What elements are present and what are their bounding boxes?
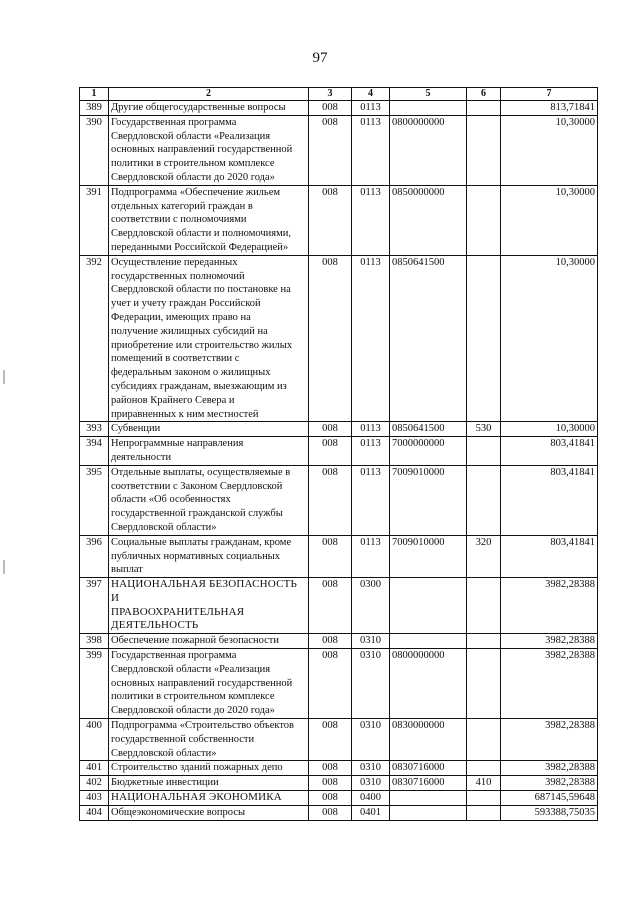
row-name: Осуществление переданных государственных полномочий Свердловской области по постановке на учет и учету граждан Российской Федерации, имеющих право на получение жилищных субсидий на приобретение или строительство жилых помещений в соответствии с федеральным законом о жилищных субсидиях гражданам, выезжающим из районов Крайнего Севера и приравненных к ним местностей	[109, 255, 309, 422]
row-code-3: 008	[309, 185, 352, 255]
row-name: Бюджетные инвестиции	[109, 776, 309, 791]
row-code-3: 008	[309, 634, 352, 649]
row-number: 393	[80, 422, 109, 437]
row-target-code: 0850641500	[390, 422, 467, 437]
row-amount: 3982,28388	[501, 719, 598, 761]
row-number: 397	[80, 578, 109, 634]
row-section-code: 0300	[352, 578, 390, 634]
header-col-6: 6	[467, 88, 501, 101]
row-target-code	[390, 578, 467, 634]
row-code-3: 008	[309, 115, 352, 185]
page-number: 97	[312, 50, 328, 66]
row-number: 402	[80, 776, 109, 791]
row-amount: 10,30000	[501, 185, 598, 255]
row-name: Общеэкономические вопросы	[109, 805, 309, 820]
row-amount: 10,30000	[501, 255, 598, 422]
row-number: 404	[80, 805, 109, 820]
row-expense-type	[467, 578, 501, 634]
table-row	[80, 535, 598, 577]
row-number: 391	[80, 185, 109, 255]
row-section-code: 0113	[352, 255, 390, 422]
row-code-3: 008	[309, 649, 352, 719]
row-expense-type	[467, 805, 501, 820]
header-row	[80, 88, 598, 101]
table-row	[80, 101, 598, 116]
row-expense-type: 320	[467, 535, 501, 577]
row-section-code: 0310	[352, 719, 390, 761]
row-target-code: 0830716000	[390, 776, 467, 791]
row-amount: 813,71841	[501, 101, 598, 116]
row-amount: 803,41841	[501, 535, 598, 577]
table-row	[80, 719, 598, 761]
header-col-3: 3	[309, 88, 352, 101]
row-code-3: 008	[309, 805, 352, 820]
table-row	[80, 185, 598, 255]
row-expense-type	[467, 465, 501, 535]
row-code-3: 008	[309, 791, 352, 806]
row-section-code: 0401	[352, 805, 390, 820]
row-section-code: 0113	[352, 465, 390, 535]
row-code-3: 008	[309, 776, 352, 791]
row-amount: 803,41841	[501, 465, 598, 535]
row-section-code: 0113	[352, 115, 390, 185]
row-amount: 10,30000	[501, 422, 598, 437]
row-amount: 3982,28388	[501, 776, 598, 791]
table-row	[80, 578, 598, 634]
row-section-code: 0113	[352, 437, 390, 466]
row-name: Отдельные выплаты, осуществляемые в соответствии с Законом Свердловской области «Об особенностях государственной гражданской службы Свердловской области»	[109, 465, 309, 535]
row-code-3: 008	[309, 255, 352, 422]
row-target-code	[390, 634, 467, 649]
row-target-code: 0850000000	[390, 185, 467, 255]
header-col-2: 2	[109, 88, 309, 101]
row-target-code: 7000000000	[390, 437, 467, 466]
row-number: 392	[80, 255, 109, 422]
row-section-code: 0113	[352, 185, 390, 255]
table-row	[80, 649, 598, 719]
table-row	[80, 634, 598, 649]
row-number: 398	[80, 634, 109, 649]
row-number: 401	[80, 761, 109, 776]
row-amount: 3982,28388	[501, 634, 598, 649]
table-row	[80, 805, 598, 820]
row-amount: 3982,28388	[501, 578, 598, 634]
row-name: Обеспечение пожарной безопасности	[109, 634, 309, 649]
table-row	[80, 791, 598, 806]
row-name: Подпрограмма «Строительство объектов государственной собственности Свердловской области»	[109, 719, 309, 761]
row-name: Подпрограмма «Обеспечение жильем отдельных категорий граждан в соответствии с полномочиями Свердловской области и полномочиями, переданными Российской Федерацией»	[109, 185, 309, 255]
row-name: Субвенции	[109, 422, 309, 437]
row-name: Государственная программа Свердловской области «Реализация основных направлений государственной политики в строительном комплексе Свердловской области до 2020 года»	[109, 649, 309, 719]
row-name: Социальные выплаты гражданам, кроме публичных нормативных социальных выплат	[109, 535, 309, 577]
row-name: НАЦИОНАЛЬНАЯ БЕЗОПАСНОСТЬ И ПРАВООХРАНИТЕЛЬНАЯ ДЕЯТЕЛЬНОСТЬ	[109, 578, 309, 634]
table-body	[80, 101, 598, 821]
budget-table	[79, 87, 598, 821]
row-expense-type	[467, 255, 501, 422]
row-target-code: 7009010000	[390, 465, 467, 535]
row-number: 400	[80, 719, 109, 761]
table-row	[80, 437, 598, 466]
table-row	[80, 776, 598, 791]
header-col-5: 5	[390, 88, 467, 101]
row-amount: 3982,28388	[501, 649, 598, 719]
row-target-code: 0800000000	[390, 115, 467, 185]
row-section-code: 0400	[352, 791, 390, 806]
header-col-1: 1	[80, 88, 109, 101]
row-target-code: 7009010000	[390, 535, 467, 577]
row-expense-type	[467, 437, 501, 466]
row-target-code: 0850641500	[390, 255, 467, 422]
row-name: Строительство зданий пожарных депо	[109, 761, 309, 776]
row-amount: 3982,28388	[501, 761, 598, 776]
row-section-code: 0310	[352, 761, 390, 776]
row-code-3: 008	[309, 761, 352, 776]
scan-margin-mark	[3, 560, 5, 574]
row-section-code: 0113	[352, 535, 390, 577]
row-code-3: 008	[309, 465, 352, 535]
row-section-code: 0113	[352, 101, 390, 116]
row-target-code	[390, 791, 467, 806]
row-target-code: 0800000000	[390, 649, 467, 719]
row-expense-type	[467, 115, 501, 185]
table-row	[80, 115, 598, 185]
row-amount: 593388,75035	[501, 805, 598, 820]
row-amount: 803,41841	[501, 437, 598, 466]
table-row	[80, 422, 598, 437]
row-name: Другие общегосударственные вопросы	[109, 101, 309, 116]
row-amount: 687145,59648	[501, 791, 598, 806]
row-name: Государственная программа Свердловской области «Реализация основных направлений государственной политики в строительном комплексе Свердловской области до 2020 года»	[109, 115, 309, 185]
row-section-code: 0310	[352, 649, 390, 719]
row-number: 399	[80, 649, 109, 719]
row-number: 403	[80, 791, 109, 806]
row-section-code: 0310	[352, 634, 390, 649]
table-row	[80, 761, 598, 776]
row-number: 396	[80, 535, 109, 577]
row-expense-type: 530	[467, 422, 501, 437]
row-code-3: 008	[309, 422, 352, 437]
scan-margin-mark	[3, 370, 5, 384]
row-section-code: 0310	[352, 776, 390, 791]
row-expense-type	[467, 101, 501, 116]
row-name: НАЦИОНАЛЬНАЯ ЭКОНОМИКА	[109, 791, 309, 806]
row-code-3: 008	[309, 578, 352, 634]
header-col-7: 7	[501, 88, 598, 101]
table-row	[80, 255, 598, 422]
row-code-3: 008	[309, 101, 352, 116]
row-number: 389	[80, 101, 109, 116]
row-expense-type	[467, 719, 501, 761]
row-expense-type	[467, 185, 501, 255]
table-row	[80, 465, 598, 535]
row-number: 395	[80, 465, 109, 535]
row-name: Непрограммные направления деятельности	[109, 437, 309, 466]
row-expense-type: 410	[467, 776, 501, 791]
row-amount: 10,30000	[501, 115, 598, 185]
row-code-3: 008	[309, 437, 352, 466]
row-target-code	[390, 101, 467, 116]
table-header	[80, 88, 598, 101]
row-expense-type	[467, 761, 501, 776]
row-expense-type	[467, 634, 501, 649]
row-number: 390	[80, 115, 109, 185]
row-expense-type	[467, 791, 501, 806]
row-target-code: 0830716000	[390, 761, 467, 776]
header-col-4: 4	[352, 88, 390, 101]
row-target-code	[390, 805, 467, 820]
row-target-code: 0830000000	[390, 719, 467, 761]
row-section-code: 0113	[352, 422, 390, 437]
row-expense-type	[467, 649, 501, 719]
row-code-3: 008	[309, 535, 352, 577]
row-number: 394	[80, 437, 109, 466]
row-code-3: 008	[309, 719, 352, 761]
